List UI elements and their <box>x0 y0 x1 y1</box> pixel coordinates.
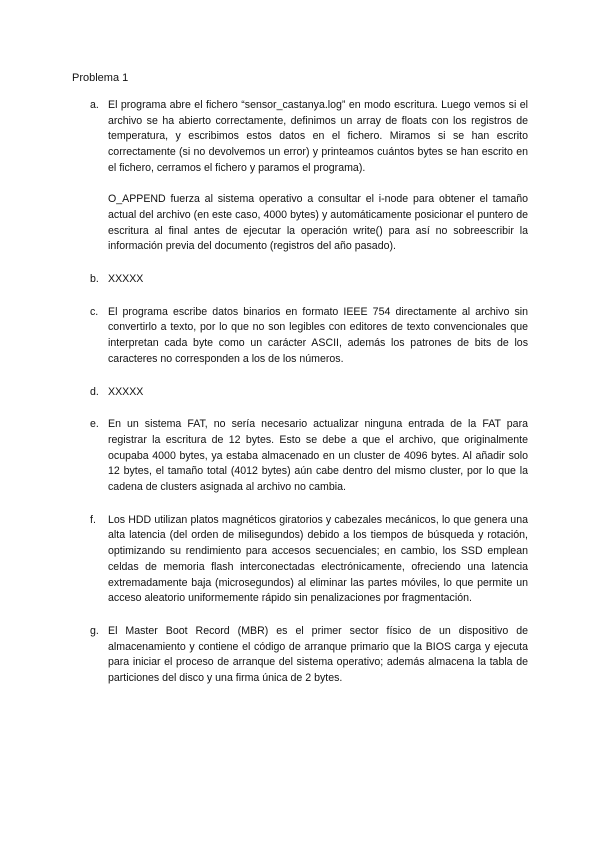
list-item-d <box>90 385 528 401</box>
item-paragraph: En un sistema FAT, no sería necesario actualizar ninguna entrada de la FAT para registrar la escritura de 12 bytes. Esto se debe a que el archivo, que originalmente ocupaba 4000 bytes, ya estaba almacenado en un cluster de 4096 bytes. Al añadir solo 12 bytes, el tamaño total (4012 bytes) aún cabe dentro del mismo cluster, por lo que la cadena de clusters asignada al archivo no cambia. <box>108 418 528 494</box>
list-item-g <box>90 624 528 687</box>
item-paragraph: El Master Boot Record (MBR) es el primer sector físico de un dispositivo de almacenamiento y contiene el código de arranque primario que la BIOS carga y ejecuta para iniciar el proceso de arranque del sistema operativo; además almacena la tabla de particiones del disco y una firma única de 2 bytes. <box>108 624 528 685</box>
answer-list <box>90 98 528 704</box>
list-marker: f. <box>90 513 96 526</box>
list-item-c <box>90 305 528 368</box>
list-marker: c. <box>90 305 99 318</box>
item-paragraph: XXXXX <box>108 273 144 286</box>
list-item-f <box>90 513 528 607</box>
list-marker: g. <box>90 624 99 637</box>
list-item-e <box>90 417 528 496</box>
list-marker: a. <box>90 99 99 111</box>
list-marker: d. <box>90 385 99 398</box>
item-paragraph: El programa escribe datos binarios en formato IEEE 754 directamente al archivo sin convertirlo a texto, por lo que no son legibles con editores de texto convencionales que interpretan cada byte como un carácter ASCII, además los patrones de bits de los caracteres no corresponden a los de los números. <box>108 305 528 365</box>
item-paragraph: El programa abre el fichero “sensor_castanya.log” en modo escritura. Luego vemos si el archivo se ha abierto correctamente, definimos un array de floats con los registros de temperatura, y escribimos estos datos en el fichero. Miramos si se han escrito correctamente (si no devolvemos un error) y printeamos cuántos bytes se han escrito en el fichero, cerramos el fichero y paramos el programa). <box>108 99 528 174</box>
item-paragraph: Los HDD utilizan platos magnéticos giratorios y cabezales mecánicos, lo que genera una alta latencia (del orden de milisegundos) debido a los tiempos de búsqueda y rotación, optimizando su rendimiento para accesos secuenciales; en cambio, los SSD emplean celdas de memoria flash interconectadas electrónicamente, ofreciendo una latencia extremadamente baja (microsegundos) al eliminar las partes móviles, lo que permite un acceso aleatorio uniformemente rápido sin penalizaciones por fragmentación. <box>108 513 528 605</box>
list-item-a <box>90 98 528 255</box>
item-paragraph: XXXXX <box>108 385 144 398</box>
list-marker: b. <box>90 273 99 286</box>
item-paragraph: O_APPEND fuerza al sistema operativo a consultar el i-node para obtener el tamaño actual del archivo (en este caso, 4000 bytes) y automáticamente posicionar el puntero de escritura al final antes de ejecutar la operación write() para así no sobreescribir la información previa del documento (registros del año pasado). <box>108 193 528 253</box>
list-item-b <box>90 272 528 288</box>
list-marker: e. <box>90 418 99 431</box>
page-title: Problema 1 <box>72 72 129 84</box>
